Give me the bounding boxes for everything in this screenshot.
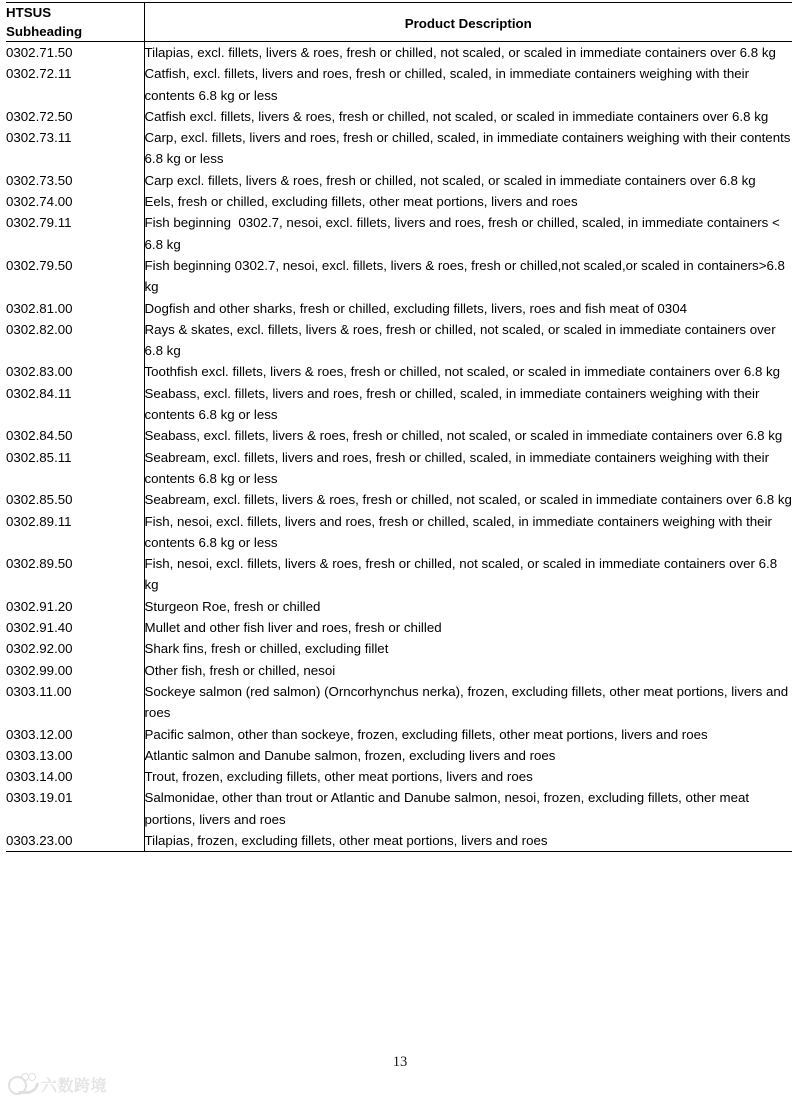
table-row bbox=[6, 638, 792, 659]
product-description-text: Trout, frozen, excluding fillets, other meat portions, livers and roes bbox=[144, 769, 533, 785]
cell-htsus-subheading: 0302.89.50 bbox=[6, 553, 144, 596]
product-description-text: Fish, nesoi, excl. fillets, livers and roes, fresh or chilled, scaled, in immediate containers weighing with their contents 6.8 kg or less bbox=[144, 513, 776, 550]
cell-product-description bbox=[144, 724, 792, 745]
column-header-product-description bbox=[144, 3, 792, 42]
table-row bbox=[6, 787, 792, 830]
table-row bbox=[6, 63, 792, 106]
cell-product-description bbox=[144, 553, 792, 596]
cell-htsus-subheading: 0302.72.50 bbox=[6, 106, 144, 127]
column-header-htsus-subheading bbox=[6, 3, 144, 42]
table-row bbox=[6, 511, 792, 554]
cell-htsus-subheading: 0302.92.00 bbox=[6, 638, 144, 659]
table-body bbox=[6, 42, 795, 852]
cell-product-description bbox=[144, 617, 792, 638]
cell-htsus-subheading: 0302.83.00 bbox=[6, 361, 144, 382]
cell-product-description bbox=[144, 361, 792, 382]
table-row bbox=[6, 319, 792, 362]
table-row bbox=[6, 425, 792, 446]
cell-product-description bbox=[144, 170, 792, 191]
table-row bbox=[6, 745, 792, 766]
cell-htsus-subheading: 0302.81.00 bbox=[6, 298, 144, 319]
table-row bbox=[6, 361, 792, 382]
cell-product-description bbox=[144, 42, 792, 64]
page-number: 13 bbox=[392, 1054, 408, 1070]
table-row bbox=[6, 660, 792, 681]
product-description-text: Seabream, excl. fillets, livers and roes, fresh or chilled, scaled, in immediate containers weighing with their contents 6.8 kg or less bbox=[144, 449, 773, 486]
product-description-text: Eels, fresh or chilled, excluding fillets, other meat portions, livers and roes bbox=[144, 194, 578, 210]
table-row bbox=[6, 42, 792, 64]
product-description-text: Carp excl. fillets, livers & roes, fresh or chilled, not scaled, or scaled in immediate containers over 6.8 kg bbox=[144, 172, 756, 188]
table-row bbox=[6, 298, 792, 319]
table-row bbox=[6, 766, 792, 787]
cell-htsus-subheading: 0302.79.50 bbox=[6, 255, 144, 298]
cell-htsus-subheading: 0302.82.00 bbox=[6, 319, 144, 362]
cell-product-description bbox=[144, 212, 792, 255]
product-description-text: Seabass, excl. fillets, livers and roes, fresh or chilled, scaled, in immediate containers weighing with their contents 6.8 kg or less bbox=[144, 385, 764, 423]
product-description-text: Pacific salmon, other than sockeye, frozen, excluding fillets, other meat portions, livers and roes bbox=[144, 726, 708, 742]
cell-product-description bbox=[144, 745, 792, 766]
cell-htsus-subheading: 0302.91.40 bbox=[6, 617, 144, 638]
table-row bbox=[6, 617, 792, 638]
product-description-text: Toothfish excl. fillets, livers & roes, fresh or chilled, not scaled, or scaled in immediate containers over 6.8 kg bbox=[144, 364, 781, 380]
htsus-table-container bbox=[6, 2, 795, 852]
cell-product-description bbox=[144, 255, 792, 298]
cell-htsus-subheading: 0302.73.50 bbox=[6, 170, 144, 191]
cell-product-description bbox=[144, 596, 792, 617]
cell-htsus-subheading: 0302.89.11 bbox=[6, 511, 144, 554]
cell-product-description bbox=[144, 127, 795, 170]
cell-product-description bbox=[144, 63, 792, 106]
cell-product-description bbox=[144, 383, 792, 426]
cell-htsus-subheading: 0302.79.11 bbox=[6, 212, 144, 255]
cell-htsus-subheading: 0303.23.00 bbox=[6, 830, 144, 852]
product-description-text: Seabream, excl. fillets, livers & roes, fresh or chilled, not scaled, or scaled in immediate containers over 6.8 kg bbox=[144, 492, 792, 508]
cell-product-description bbox=[144, 681, 792, 724]
column-header-description-label: Product Description bbox=[404, 16, 532, 31]
table-row bbox=[6, 127, 792, 170]
cell-product-description bbox=[144, 511, 792, 554]
product-description-text: Mullet and other fish liver and roes, fresh or chilled bbox=[144, 620, 442, 636]
cell-htsus-subheading: 0302.99.00 bbox=[6, 660, 144, 681]
product-description-text: Carp, excl. fillets, livers and roes, fresh or chilled, scaled, in immediate containers weighing with their contents 6.8 kg or less bbox=[144, 130, 795, 167]
product-description-text: Rays & skates, excl. fillets, livers & roes, fresh or chilled, not scaled, or scaled in immediate containers over 6.8 kg bbox=[144, 321, 780, 359]
product-description-text: Tilapias, frozen, excluding fillets, other meat portions, livers and roes bbox=[144, 832, 548, 848]
column-header-line-1: HTSUS bbox=[6, 5, 52, 20]
cell-product-description bbox=[144, 660, 792, 681]
cell-product-description bbox=[144, 830, 792, 852]
table-row bbox=[6, 212, 792, 255]
cell-htsus-subheading: 0302.85.11 bbox=[6, 447, 144, 490]
table-row bbox=[6, 255, 792, 298]
table-row bbox=[6, 489, 792, 510]
cell-htsus-subheading: 0302.85.50 bbox=[6, 489, 144, 510]
watermark-text: 六数跨境 bbox=[41, 1075, 108, 1095]
cell-product-description bbox=[144, 787, 792, 830]
cell-htsus-subheading: 0303.14.00 bbox=[6, 766, 144, 787]
cell-htsus-subheading: 0302.74.00 bbox=[6, 191, 144, 212]
product-description-text: Fish beginning 0302.7, nesoi, excl. fillets, livers & roes, fresh or chilled,not scaled,or scaled in containers>6.8 kg bbox=[144, 257, 789, 295]
watermark bbox=[8, 1069, 158, 1099]
product-description-text: Sturgeon Roe, fresh or chilled bbox=[144, 598, 321, 614]
table-row bbox=[6, 106, 792, 127]
cell-htsus-subheading: 0303.12.00 bbox=[6, 724, 144, 745]
table-row bbox=[6, 383, 792, 426]
product-description-text: Fish beginning 0302.7, nesoi, excl. fillets, livers and roes, fresh or chilled, scaled, in immediate containers < 6.8 kg bbox=[144, 215, 784, 252]
table-row bbox=[6, 596, 792, 617]
product-description-text: Tilapias, excl. fillets, livers & roes, fresh or chilled, not scaled, or scaled in immediate containers over 6.8 kg bbox=[144, 45, 776, 60]
product-description-text: Dogfish and other sharks, fresh or chilled, excluding fillets, livers, roes and fish meat of 0304 bbox=[144, 300, 687, 316]
product-description-text: Fish, nesoi, excl. fillets, livers & roes, fresh or chilled, not scaled, or scaled in immediate containers over 6.8 kg bbox=[144, 556, 781, 593]
product-description-text: Atlantic salmon and Danube salmon, frozen, excluding livers and roes bbox=[144, 747, 556, 763]
cell-product-description bbox=[144, 425, 792, 446]
cell-htsus-subheading: 0302.73.11 bbox=[6, 127, 144, 170]
product-description-text: Shark fins, fresh or chilled, excluding fillet bbox=[144, 641, 389, 657]
product-description-text: Seabass, excl. fillets, livers & roes, fresh or chilled, not scaled, or scaled in immediate containers over 6.8 kg bbox=[144, 428, 783, 444]
htsus-subheading-table bbox=[6, 2, 795, 852]
cell-htsus-subheading: 0303.13.00 bbox=[6, 745, 144, 766]
cell-product-description bbox=[144, 447, 792, 490]
cell-product-description bbox=[144, 638, 792, 659]
table-row bbox=[6, 830, 792, 852]
column-header-line-2: Subheading bbox=[6, 24, 83, 39]
table-row bbox=[6, 681, 792, 724]
cell-product-description bbox=[144, 319, 792, 362]
cell-product-description bbox=[144, 106, 792, 127]
cell-htsus-subheading: 0302.84.11 bbox=[6, 383, 144, 426]
cell-htsus-subheading: 0303.11.00 bbox=[6, 681, 144, 724]
product-description-text: Catfish excl. fillets, livers & roes, fresh or chilled, not scaled, or scaled in immediate containers over 6.8 kg bbox=[144, 108, 769, 124]
watermark-logo-icon bbox=[8, 1073, 36, 1095]
table-row bbox=[6, 447, 792, 490]
cell-product-description bbox=[144, 489, 792, 510]
cell-product-description bbox=[144, 191, 792, 212]
cell-htsus-subheading: 0302.71.50 bbox=[6, 42, 144, 64]
product-description-text: Salmonidae, other than trout or Atlantic and Danube salmon, nesoi, frozen, excluding fillets, other meat portions, livers and roes bbox=[144, 790, 753, 827]
table-header bbox=[6, 3, 792, 42]
cell-htsus-subheading: 0303.19.01 bbox=[6, 787, 144, 830]
product-description-text: Other fish, fresh or chilled, nesoi bbox=[144, 662, 336, 678]
cell-htsus-subheading: 0302.72.11 bbox=[6, 63, 144, 106]
table-row bbox=[6, 724, 792, 745]
cell-product-description bbox=[144, 298, 792, 319]
product-description-text: Catfish, excl. fillets, livers and roes, fresh or chilled, scaled, in immediate containers weighing with their contents 6.8 kg or less bbox=[144, 66, 753, 103]
table-row bbox=[6, 170, 792, 191]
table-row bbox=[6, 553, 792, 596]
product-description-text: Sockeye salmon (red salmon) (Orncorhynchus nerka), frozen, excluding fillets, other meat portions, livers and roes bbox=[144, 683, 792, 721]
cell-product-description bbox=[144, 766, 792, 787]
table-header-row bbox=[6, 3, 792, 42]
table-row bbox=[6, 191, 792, 212]
cell-htsus-subheading: 0302.91.20 bbox=[6, 596, 144, 617]
cell-htsus-subheading: 0302.84.50 bbox=[6, 425, 144, 446]
